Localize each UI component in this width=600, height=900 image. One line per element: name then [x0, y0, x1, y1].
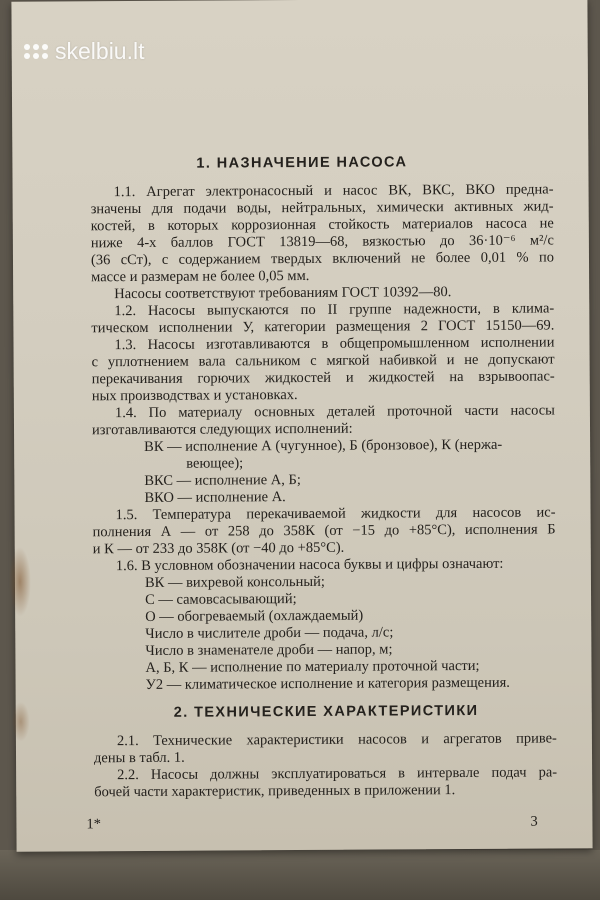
- text-line: ных производствах и установках.: [91, 387, 298, 405]
- section-title: 1. НАЗНАЧЕНИЕ НАСОСА: [196, 154, 408, 172]
- text-line: 1.6. В условном обозначении насоса буквы и цифры означают:: [115, 555, 504, 575]
- text-line: костей, в которых коррозионная стойкость материалов насоса не: [90, 215, 554, 235]
- paper-stain: [12, 702, 30, 742]
- page-number: 3: [530, 813, 538, 830]
- watermark: [24, 38, 144, 65]
- text-line: дены в табл. 1.: [93, 749, 185, 767]
- section-title: 2. ТЕХНИЧЕСКИЕ ХАРАКТЕРИСТИКИ: [173, 702, 479, 721]
- text-line: А, Б, К — исполнение по материалу проточной части;: [145, 657, 480, 676]
- background-surface: [0, 850, 600, 900]
- text-line: ниже 4-х баллов ГОСТ 13819—68, вязкостью до 36·10⁻⁶ м²/с: [90, 232, 554, 252]
- text-line: 1.4. По материалу основных деталей проточной части насосы: [114, 402, 555, 422]
- signature-mark: 1*: [86, 816, 101, 833]
- text-line: 1.2. Насосы выпускаются по II группе надежности, в клима-: [114, 300, 555, 320]
- text-line: перекачивания горючих жидкостей и жидкостей на взрывоопас-: [91, 368, 555, 388]
- text-line: ВКС — исполнение А, Б;: [144, 472, 301, 489]
- text-line: 1.3. Насосы изготавливаются в общепромышленном исполнении: [114, 334, 555, 354]
- text-line: Число в знаменателе дроби — напор, м;: [145, 641, 393, 659]
- text-line: ВК — исполнение А (чугунное), Б (бронзовое), К (нержа-: [144, 436, 503, 455]
- text-line: 1.5. Температура перекачиваемой жидкости для насосов ис-: [115, 504, 556, 524]
- text-line: массе и размерам не более 0,05 мм.: [91, 267, 310, 286]
- text-line: изготавливаются следующих исполнений:: [91, 420, 353, 439]
- text-line: (36 сСт), с содержанием твердых включений не более 0,01 % по: [90, 249, 554, 269]
- text-line: 2.2. Насосы должны эксплуатироваться в интервале подач ра-: [117, 764, 558, 784]
- watermark-text: skelbiu.lt: [55, 38, 145, 64]
- text-line: с уплотнением вала сальником с мягкой набивкой и не допускают: [91, 351, 555, 371]
- text-line: полнения А — от 258 до 358К (от −15 до +85°С), исполнения Б: [92, 521, 556, 541]
- paper-stain: [9, 547, 31, 617]
- text-line: Насосы соответствуют требованиям ГОСТ 10392—80.: [114, 284, 452, 303]
- text-line: ВКО — исполнение А.: [144, 489, 286, 506]
- text-line: ВК — вихревой консольный;: [144, 573, 325, 591]
- document-page: [11, 0, 592, 852]
- text-line: Число в числителе дроби — подача, л/с;: [145, 624, 394, 642]
- watermark-dots-icon: [24, 44, 48, 59]
- text-line: 1.1. Агрегат электронасосный и насос ВК, ВКС, ВКО предна-: [113, 181, 554, 201]
- text-line: бочей части характеристик, приведенных в приложении 1.: [94, 782, 456, 801]
- text-line: и К — от 233 до 358К (от −40 до +85°С).: [92, 539, 345, 558]
- text-line: 2.1. Технические характеристики насосов и агрегатов приве-: [116, 730, 557, 750]
- text-line: У2 — климатическое исполнение и категория размещения.: [145, 674, 510, 693]
- text-line: тическом исполнении У, категории размещения 2 ГОСТ 15150—69.: [91, 317, 555, 337]
- text-line: С — самовсасывающий;: [145, 591, 297, 608]
- text-line: О — обогреваемый (охлаждаемый): [145, 607, 364, 625]
- text-line: веющее);: [186, 455, 244, 472]
- text-line: значены для подачи воды, нейтральных, химически активных жид-: [90, 198, 554, 218]
